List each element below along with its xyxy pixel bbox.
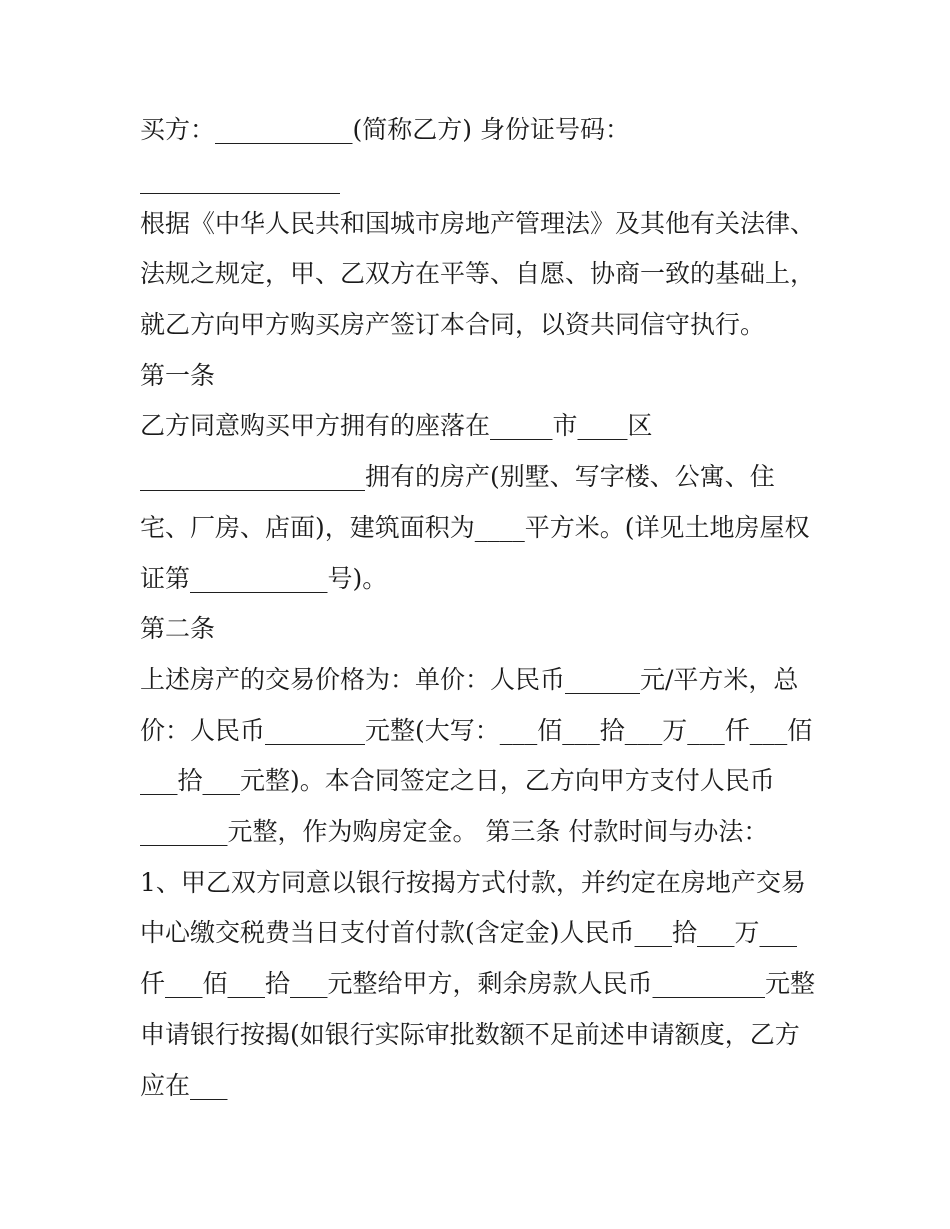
payment-line-2: 中心缴交税费当日支付首付款(含定金)人民币___拾___万___ (140, 918, 798, 947)
article-2-heading: 第二条 (140, 614, 216, 643)
article-2-line-1: 上述房产的交易价格为：单价：人民币______元/平方米，总 (140, 665, 799, 694)
payment-line-5: 应在___ (140, 1071, 228, 1100)
payment-line-1: 1、甲乙双方同意以银行按揭方式付款，并约定在房地产交易 (140, 868, 806, 897)
article-1-line-1: 乙方同意购买甲方拥有的座落在_____市____区 (140, 411, 653, 440)
article-2-line-2: 价：人民币________元整(大写：___佰___拾___万___仟___佰 (140, 716, 813, 745)
preamble-line-3: 就乙方向甲方购买房产签订本合同，以资共同信守执行。 (140, 310, 766, 339)
preamble-line-2: 法规之规定，甲、乙双方在平等、自愿、协商一致的基础上， (140, 259, 816, 288)
article-1-line-2: __________________拥有的房产(别墅、写字楼、公寓、住 (140, 462, 775, 491)
article-1-line-4: 证第___________号)。 (140, 564, 388, 593)
buyer-id-blank-line: ________________ (140, 165, 340, 194)
buyer-line: 买方：___________(简称乙方) 身份证号码： (140, 115, 630, 144)
article-1-line-3: 宅、厂房、店面)，建筑面积为____平方米。(详见土地房屋权 (140, 513, 810, 542)
article-2-line-3: ___拾___元整)。本合同签定之日，乙方向甲方支付人民币 (140, 766, 775, 795)
preamble-line-1: 根据《中华人民共和国城市房地产管理法》及其他有关法律、 (140, 209, 816, 238)
article-2-line-4: _______元整，作为购房定金。 第三条 付款时间与办法： (140, 817, 769, 846)
payment-line-3: 仟___佰___拾___元整给甲方，剩余房款人民币_________元整 (140, 969, 816, 998)
article-1-heading: 第一条 (140, 361, 216, 390)
payment-line-4: 申请银行按揭(如银行实际审批数额不足前述申请额度，乙方 (140, 1020, 800, 1049)
